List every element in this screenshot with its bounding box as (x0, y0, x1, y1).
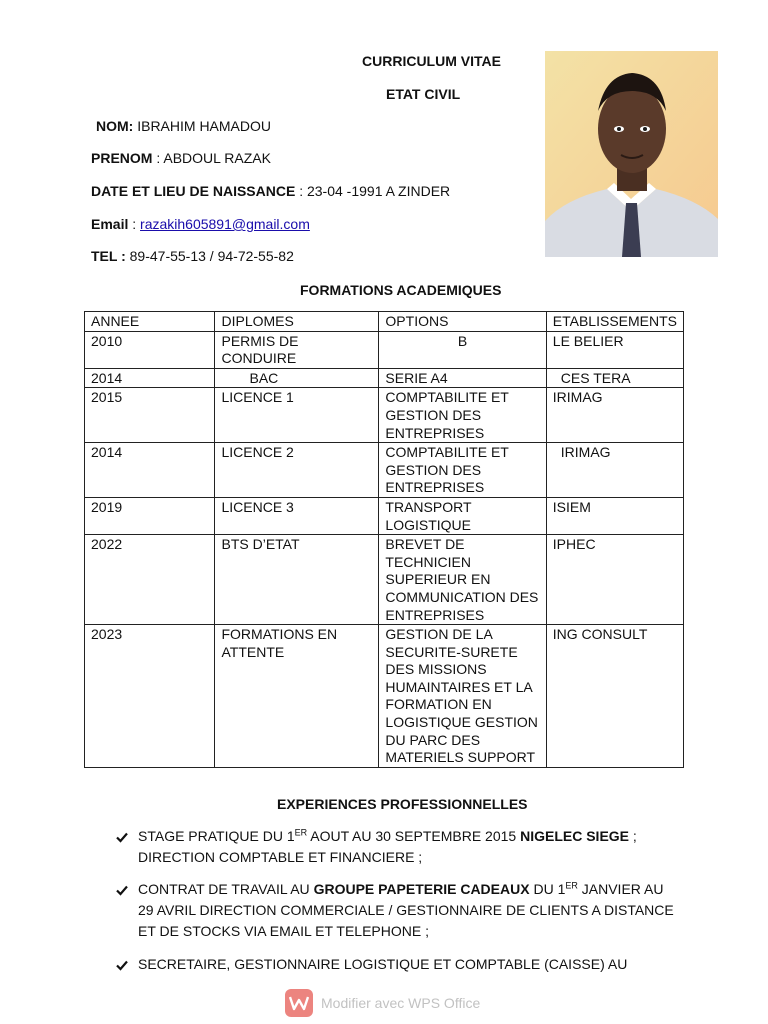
cell-option: TRANSPORT LOGISTIQUE (379, 497, 546, 534)
cell-diplome: FORMATIONS EN ATTENTE (215, 625, 379, 768)
document-title: CURRICULUM VITAE (362, 53, 501, 69)
cell-diplome: LICENCE 3 (215, 497, 379, 534)
email-link[interactable]: razakih605891@gmail.com (140, 216, 310, 232)
cell-annee: 2019 (85, 497, 215, 534)
cell-etablissement: IRIMAG (546, 388, 683, 443)
cell-annee: 2010 (85, 331, 215, 368)
cell-option: GESTION DE LA SECURITE-SURETE DES MISSIONS HUMAINTAIRES ET LA FORMATION EN LOGISTIQUE GESTION DU PARC DES MATERIELS SUPPORT (379, 625, 546, 768)
cell-option: COMPTABILITE ET GESTION DES ENTREPRISES (379, 443, 546, 498)
cell-annee: 2014 (85, 443, 215, 498)
checkmark-icon (116, 826, 130, 849)
table-row (85, 625, 684, 768)
exp-text: SECRETAIRE, GESTIONNAIRE LOGISTIQUE ET COMPTABLE (CAISSE) AU (138, 956, 628, 972)
experience-item (116, 954, 676, 975)
cell-diplome: BAC (215, 368, 379, 388)
field-nom (96, 118, 271, 134)
exp-sup: ER (294, 827, 308, 838)
cell-annee: ANNEE (85, 312, 215, 332)
naissance-value: : 23-04 -1991 A ZINDER (295, 183, 451, 199)
email-separator: : (128, 216, 141, 232)
cell-etablissement: CES TERA (546, 368, 683, 388)
section-etat-civil: ETAT CIVIL (386, 86, 461, 102)
cell-option: COMPTABILITE ET GESTION DES ENTREPRISES (379, 388, 546, 443)
cell-diplome: LICENCE 1 (215, 388, 379, 443)
checkmark-icon (116, 954, 130, 977)
table-row (85, 497, 684, 534)
wps-logo-icon (285, 989, 313, 1017)
cell-etablissement: ETABLISSEMENTS (546, 312, 683, 332)
table-row (85, 535, 684, 625)
exp-text: ; DIRECTION COMPTABLE ET FINANCIERE ; (138, 828, 637, 865)
section-experiences: EXPERIENCES PROFESSIONNELLES (277, 796, 528, 812)
table-row (85, 443, 684, 498)
nom-value: IBRAHIM HAMADOU (133, 118, 272, 134)
wps-watermark[interactable] (285, 988, 480, 1018)
cell-option: OPTIONS (379, 312, 546, 332)
exp-text: AOUT AU 30 SEPTEMBRE 2015 (307, 828, 521, 844)
field-tel (91, 248, 294, 264)
field-naissance (91, 183, 450, 199)
cell-option: B (379, 331, 546, 368)
prenom-value: : ABDOUL RAZAK (152, 150, 271, 166)
cell-etablissement: ISIEM (546, 497, 683, 534)
email-label: Email (91, 216, 129, 232)
watermark-text: Modifier avec WPS Office (321, 995, 481, 1011)
experience-item (116, 879, 676, 942)
cell-etablissement: LE BELIER (546, 331, 683, 368)
cell-option: SERIE A4 (379, 368, 546, 388)
cell-annee: 2014 (85, 368, 215, 388)
cell-diplome: PERMIS DE CONDUIRE (215, 331, 379, 368)
cell-diplome: DIPLOMES (215, 312, 379, 332)
tel-value: 89-47-55-13 / 94-72-55-82 (125, 248, 294, 264)
nom-label: NOM: (96, 118, 134, 134)
exp-text: JANVIER AU 29 AVRIL DIRECTION COMMERCIALE / GESTIONNAIRE DE CLIENTS A DISTANCE ET DE STOCKS VIA EMAIL ET TELEPHONE ; (138, 881, 674, 939)
field-email (91, 216, 310, 232)
prenom-label: PRENOM (91, 150, 153, 166)
field-prenom (91, 150, 271, 166)
exp-text: STAGE PRATIQUE DU 1 (138, 828, 295, 844)
exp-text: DU 1 (529, 881, 566, 897)
formations-table (84, 311, 684, 768)
table-row (85, 368, 684, 388)
cell-diplome: BTS D’ETAT (215, 535, 379, 625)
table-row (85, 331, 684, 368)
cell-etablissement: IRIMAG (546, 443, 683, 498)
cell-diplome: LICENCE 2 (215, 443, 379, 498)
exp-text: CONTRAT DE TRAVAIL AU (138, 881, 314, 897)
profile-photo (545, 51, 718, 257)
tel-label: TEL : (91, 248, 126, 264)
section-formations: FORMATIONS ACADEMIQUES (300, 282, 502, 298)
cell-option: BREVET DE TECHNICIEN SUPERIEUR EN COMMUNICATION DES ENTREPRISES (379, 535, 546, 625)
cell-annee: 2022 (85, 535, 215, 625)
experience-item (116, 826, 676, 868)
exp-employer: GROUPE PAPETERIE CADEAUX (313, 881, 530, 897)
exp-sup: ER (565, 880, 578, 891)
cell-etablissement: ING CONSULT (546, 625, 683, 768)
checkmark-icon (116, 879, 130, 902)
exp-employer: NIGELEC SIEGE (520, 828, 630, 844)
table-row (85, 388, 684, 443)
cell-annee: 2023 (85, 625, 215, 768)
cell-annee: 2015 (85, 388, 215, 443)
naissance-label: DATE ET LIEU DE NAISSANCE (91, 183, 296, 199)
cell-etablissement: IPHEC (546, 535, 683, 625)
table-header-row (85, 312, 684, 332)
